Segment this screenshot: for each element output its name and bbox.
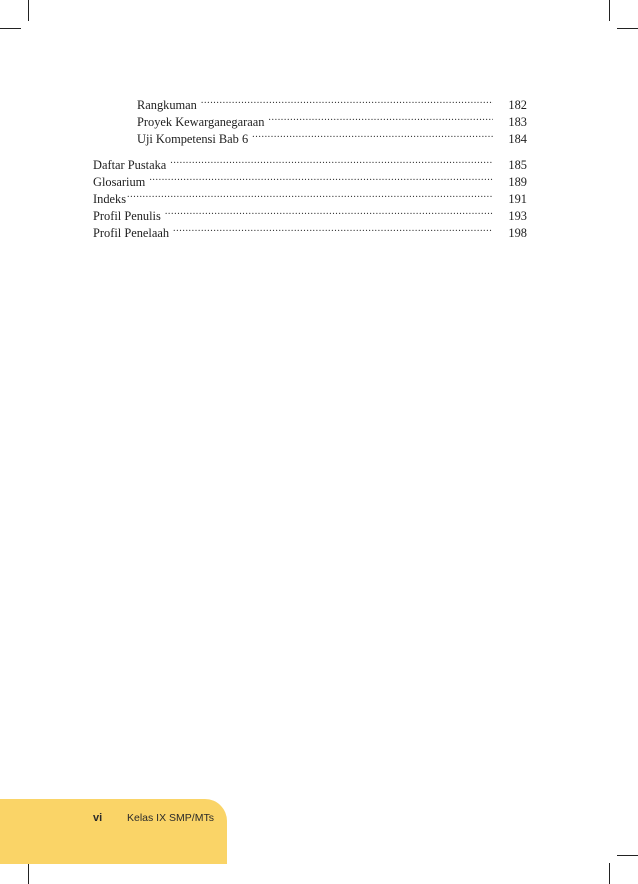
toc-entry-page: 191 [508, 192, 527, 206]
footer-book-title: Kelas IX SMP/MTs [127, 812, 214, 824]
toc-entry-page: 182 [508, 98, 527, 112]
toc-leader-dots [149, 169, 493, 186]
toc-leader-dots [252, 126, 493, 143]
toc-entry-title: Profil Penelaah [93, 226, 170, 240]
crop-mark-top-left-horizontal [0, 28, 21, 29]
toc-leader-dots [201, 92, 493, 109]
crop-mark-top-right-vertical [609, 0, 610, 21]
toc-leader-dots [127, 186, 493, 203]
toc-entry-page: 189 [508, 175, 527, 189]
toc-leader-dots [268, 109, 493, 126]
toc-entry-page: 184 [508, 132, 527, 146]
toc-entry-page: 193 [508, 209, 527, 223]
table-of-contents [93, 92, 527, 240]
footer-band [0, 799, 227, 864]
toc-entry-profil-penelaah[interactable] [93, 220, 527, 240]
crop-mark-top-left-vertical [28, 0, 29, 21]
toc-entry-page: 183 [508, 115, 527, 129]
toc-leader-dots [173, 220, 493, 237]
toc-entry-uji-kompetensi-bab-6[interactable] [93, 126, 527, 146]
toc-leader-dots [170, 152, 493, 169]
toc-entry-proyek-kewarganegaraan[interactable] [93, 109, 527, 129]
toc-entry-title: Rangkuman [137, 98, 197, 112]
toc-entry-title: Profil Penulis [93, 209, 161, 223]
crop-mark-bottom-left-vertical [28, 863, 29, 884]
crop-mark-top-right-horizontal [617, 28, 638, 29]
toc-entry-indeks[interactable] [93, 186, 527, 206]
crop-mark-bottom-right-vertical [609, 863, 610, 884]
toc-leader-dots [165, 203, 493, 220]
toc-entry-daftar-pustaka[interactable] [93, 152, 527, 172]
toc-entry-title: Glosarium [93, 175, 146, 189]
footer-page-number: vi [93, 812, 103, 824]
toc-entry-title: Uji Kompetensi Bab 6 [137, 132, 249, 146]
toc-entry-glosarium[interactable] [93, 169, 527, 189]
toc-entry-title: Proyek Kewarganegaraan [137, 115, 265, 129]
toc-entry-title: Daftar Pustaka [93, 158, 167, 172]
toc-entry-page: 185 [508, 158, 527, 172]
toc-entry-rangkuman[interactable] [93, 92, 527, 112]
crop-mark-bottom-right-horizontal [617, 855, 638, 856]
toc-entry-profil-penulis[interactable] [93, 203, 527, 223]
toc-entry-title: Indeks [93, 192, 127, 206]
toc-entry-page: 198 [508, 226, 527, 240]
